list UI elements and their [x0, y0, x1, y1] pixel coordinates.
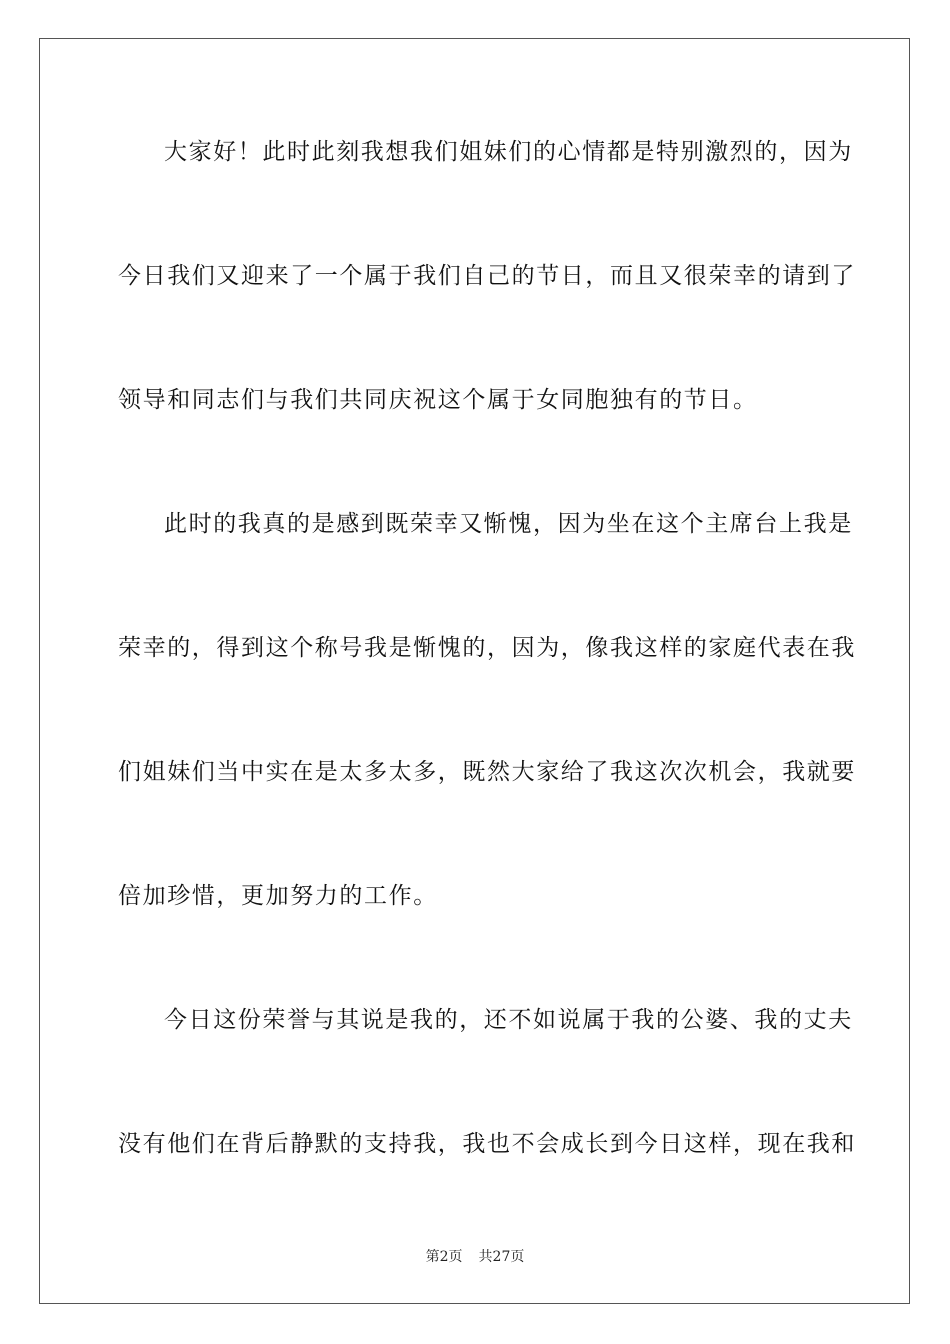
page-frame	[39, 38, 910, 1304]
paragraph-1-line-3: 领导和同志们与我们共同庆祝这个属于女同胞独有的节日。	[118, 387, 758, 413]
paragraph-3-line-1: 今日这份荣誉与其说是我的，还不如说属于我的公婆、我的丈夫	[164, 1007, 853, 1033]
page-footer	[0, 1248, 950, 1266]
paragraph-2-line-2: 荣幸的，得到这个称号我是惭愧的，因为，像我这样的家庭代表在我	[118, 635, 856, 661]
total-pages: 共27页	[478, 1249, 525, 1265]
page-number: 第2页	[425, 1249, 463, 1265]
paragraph-2-line-4: 倍加珍惜，更加努力的工作。	[118, 883, 438, 909]
paragraph-2-line-3: 们姐妹们当中实在是太多太多，既然大家给了我这次次机会，我就要	[118, 759, 856, 785]
paragraph-2-line-1: 此时的我真的是感到既荣幸又惭愧，因为坐在这个主席台上我是	[164, 511, 853, 537]
paragraph-1-line-2: 今日我们又迎来了一个属于我们自己的节日，而且又很荣幸的请到了	[118, 263, 856, 289]
paragraph-1-line-1: 大家好！此时此刻我想我们姐妹们的心情都是特别激烈的，因为	[164, 139, 853, 165]
paragraph-3-line-2: 没有他们在背后静默的支持我，我也不会成长到今日这样，现在我和	[118, 1131, 856, 1157]
